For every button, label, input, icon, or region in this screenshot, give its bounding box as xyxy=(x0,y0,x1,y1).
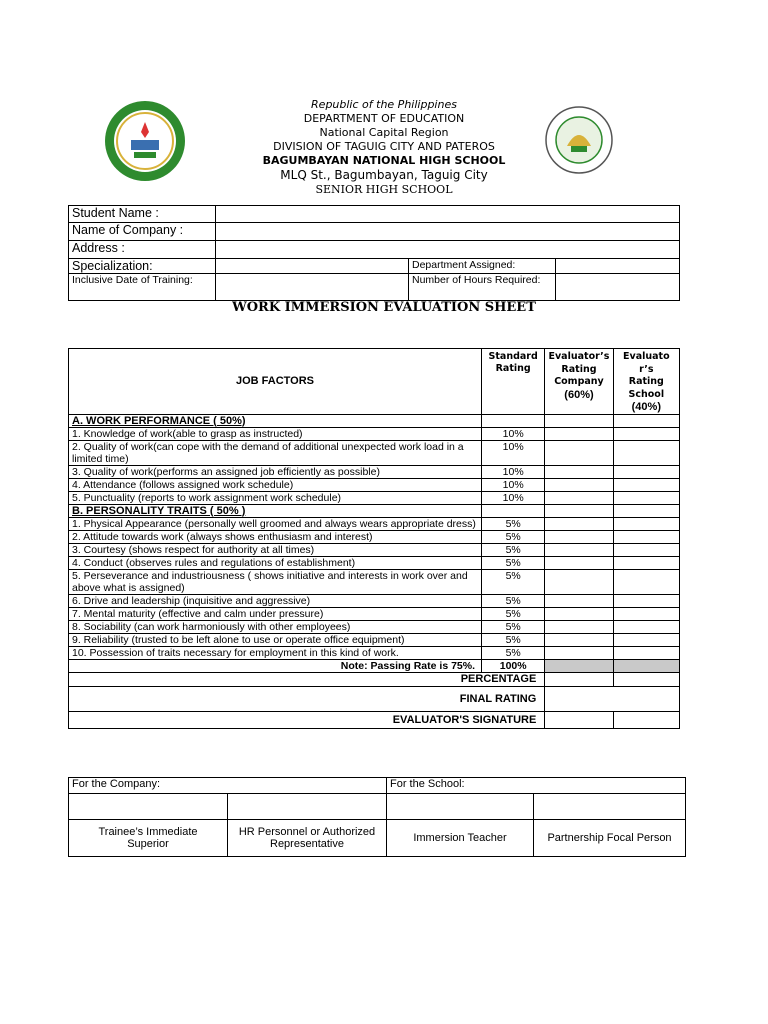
company-weight: (60%) xyxy=(564,388,594,401)
school-rating-cell[interactable] xyxy=(613,569,679,594)
address-label: Address : xyxy=(69,241,216,259)
evaluation-table xyxy=(68,348,680,729)
company-evaluator-text: Evaluator’s xyxy=(548,351,610,362)
percentage-school-cell[interactable] xyxy=(613,672,679,686)
factor-text: 3. Quality of work(performs an assigned job efficiently as possible) xyxy=(69,465,482,478)
school-rating-cell[interactable] xyxy=(613,620,679,633)
department-label: Department Assigned: xyxy=(409,259,556,274)
school-rating-cell[interactable] xyxy=(613,594,679,607)
signatories-table xyxy=(68,777,686,857)
republic-line: Republic of the Philippines xyxy=(311,98,457,111)
standard-rating: 5% xyxy=(482,594,545,607)
inclusive-dates-field[interactable] xyxy=(216,274,409,301)
total-company-cell xyxy=(545,659,613,672)
standard-rating: 5% xyxy=(482,543,545,556)
factor-text: 2. Quality of work(can cope with the demand of additional unexpected work load in a limited time) xyxy=(69,440,482,465)
table-row xyxy=(69,620,680,633)
school-rating-cell[interactable] xyxy=(613,478,679,491)
final-rating-label: FINAL RATING xyxy=(69,686,545,711)
table-row xyxy=(69,594,680,607)
region-line: National Capital Region xyxy=(319,126,449,139)
for-company-label: For the Company: xyxy=(69,778,387,794)
school-rating-cell[interactable] xyxy=(613,543,679,556)
school-rating-cell[interactable] xyxy=(613,646,679,659)
table-row xyxy=(69,517,680,530)
evaluator-signature-label: EVALUATOR'S SIGNATURE xyxy=(69,711,545,728)
standard-rating: 5% xyxy=(482,646,545,659)
specialization-field[interactable] xyxy=(216,259,409,274)
table-row xyxy=(69,633,680,646)
table-row xyxy=(69,569,680,594)
company-rating-cell[interactable] xyxy=(545,594,613,607)
standard-rating: 5% xyxy=(482,517,545,530)
school-line: BAGUMBAYAN NATIONAL HIGH SCHOOL xyxy=(262,154,506,167)
factor-text: 1. Physical Appearance (personally well groomed and always wears appropriate dress) xyxy=(69,517,482,530)
company-field[interactable] xyxy=(216,223,680,241)
level-line: SENIOR HIGH SCHOOL xyxy=(315,183,453,196)
student-name-label: Student Name : xyxy=(69,206,216,223)
table-row xyxy=(69,440,680,465)
standard-rating: 5% xyxy=(482,633,545,646)
company-rating-cell[interactable] xyxy=(545,530,613,543)
percentage-label: PERCENTAGE xyxy=(69,672,545,686)
company-rating-cell[interactable] xyxy=(545,517,613,530)
specialization-label: Specialization: xyxy=(69,259,216,274)
table-row xyxy=(69,646,680,659)
factor-text: 10. Possession of traits necessary for employment in this kind of work. xyxy=(69,646,482,659)
table-row xyxy=(69,556,680,569)
school-rating-cell[interactable] xyxy=(613,530,679,543)
percentage-company-cell[interactable] xyxy=(545,672,613,686)
factor-text: 4. Conduct (observes rules and regulations of establishment) xyxy=(69,556,482,569)
table-row xyxy=(69,607,680,620)
company-rating-cell[interactable] xyxy=(545,607,613,620)
company-rating-text: Rating Company xyxy=(554,363,604,387)
department-line: DEPARTMENT OF EDUCATION xyxy=(303,112,465,125)
factor-text: 2. Attitude towards work (always shows enthusiasm and interest) xyxy=(69,530,482,543)
factor-text: 6. Drive and leadership (inquisitive and aggressive) xyxy=(69,594,482,607)
table-row xyxy=(69,491,680,504)
company-signature-cell[interactable] xyxy=(545,711,613,728)
factor-text: 4. Attendance (follows assigned work schedule) xyxy=(69,478,482,491)
company-rating-cell[interactable] xyxy=(545,556,613,569)
hours-field[interactable] xyxy=(556,274,680,301)
factor-text: 7. Mental maturity (effective and calm under pressure) xyxy=(69,607,482,620)
total-rating: 100% xyxy=(482,659,545,672)
company-label: Name of Company : xyxy=(69,223,216,241)
factor-text: 1. Knowledge of work(able to grasp as instructed) xyxy=(69,427,482,440)
table-row xyxy=(69,478,680,491)
factor-text: 3. Courtesy (shows respect for authority at all times) xyxy=(69,543,482,556)
standard-rating: 10% xyxy=(482,465,545,478)
company-rating-cell[interactable] xyxy=(545,478,613,491)
school-rating-cell[interactable] xyxy=(613,465,679,478)
school-rating-cell[interactable] xyxy=(613,427,679,440)
student-info-table xyxy=(68,205,680,301)
standard-rating: 5% xyxy=(482,530,545,543)
factor-text: 9. Reliability (trusted to be left alone to use or operate office equipment) xyxy=(69,633,482,646)
school-evaluator-text: Evaluator’s xyxy=(623,351,670,375)
superior-signature-field[interactable] xyxy=(69,794,228,820)
school-rating-text: Rating School xyxy=(628,376,665,400)
standard-rating: 5% xyxy=(482,607,545,620)
school-weight: (40%) xyxy=(631,401,661,413)
for-school-label: For the School: xyxy=(387,778,686,794)
company-rating-cell[interactable] xyxy=(545,427,613,440)
sheet-title: WORK IMMERSION EVALUATION SHEET xyxy=(232,300,536,315)
factor-text: 8. Sociability (can work harmoniously with other employees) xyxy=(69,620,482,633)
focal-signature-field[interactable] xyxy=(534,794,686,820)
job-factors-header: JOB FACTORS xyxy=(69,349,482,415)
school-rating-cell[interactable] xyxy=(613,517,679,530)
trainee-superior-label: Trainee’s Immediate Superior xyxy=(69,820,228,857)
section-a-heading: A. WORK PERFORMANCE ( 50%) xyxy=(69,414,482,427)
company-rating-header xyxy=(545,349,613,415)
division-line: DIVISION OF TAGUIG CITY AND PATEROS xyxy=(273,140,495,153)
table-row xyxy=(69,465,680,478)
company-rating-cell[interactable] xyxy=(545,491,613,504)
company-rating-cell[interactable] xyxy=(545,465,613,478)
hr-label: HR Personnel or Authorized Representative xyxy=(228,820,387,857)
table-row xyxy=(69,427,680,440)
school-rating-cell[interactable] xyxy=(613,491,679,504)
standard-rating: 5% xyxy=(482,569,545,594)
hr-signature-field[interactable] xyxy=(228,794,387,820)
company-rating-cell[interactable] xyxy=(545,440,613,465)
focal-label: Partnership Focal Person xyxy=(534,820,686,857)
standard-rating: 10% xyxy=(482,427,545,440)
total-school-cell xyxy=(613,659,679,672)
company-rating-cell[interactable] xyxy=(545,620,613,633)
hours-label: Number of Hours Required: xyxy=(409,274,556,301)
teacher-label: Immersion Teacher xyxy=(387,820,534,857)
school-signature-cell[interactable] xyxy=(613,711,679,728)
standard-rating: 10% xyxy=(482,440,545,465)
department-field[interactable] xyxy=(556,259,680,274)
standard-rating-header xyxy=(482,349,545,415)
standard-rating: 10% xyxy=(482,478,545,491)
factor-text: 5. Perseverance and industriousness ( shows initiative and interests in work over and above what is assigned) xyxy=(69,569,482,594)
student-name-field[interactable] xyxy=(216,206,680,223)
standard-rating: 10% xyxy=(482,491,545,504)
school-rating-cell[interactable] xyxy=(613,607,679,620)
address-field[interactable] xyxy=(216,241,680,259)
company-rating-cell[interactable] xyxy=(545,569,613,594)
teacher-signature-field[interactable] xyxy=(387,794,534,820)
passing-rate-note: Note: Passing Rate is 75%. xyxy=(69,659,482,672)
standard-rating: 5% xyxy=(482,620,545,633)
school-rating-cell[interactable] xyxy=(613,633,679,646)
company-rating-cell[interactable] xyxy=(545,633,613,646)
address-line: MLQ St., Bagumbayan, Taguig City xyxy=(280,168,488,182)
table-row xyxy=(69,530,680,543)
standard-rating-text: Standard Rating xyxy=(488,351,538,374)
school-rating-cell[interactable] xyxy=(613,556,679,569)
factor-text: 5. Punctuality (reports to work assignment work schedule) xyxy=(69,491,482,504)
company-rating-cell[interactable] xyxy=(545,543,613,556)
school-rating-header xyxy=(613,349,679,415)
company-rating-cell[interactable] xyxy=(545,646,613,659)
inclusive-dates-label: Inclusive Date of Training: xyxy=(69,274,216,301)
section-b-heading: B. PERSONALITY TRAITS ( 50% ) xyxy=(69,504,482,517)
table-row xyxy=(69,543,680,556)
school-rating-cell[interactable] xyxy=(613,440,679,465)
standard-rating: 5% xyxy=(482,556,545,569)
final-rating-cell[interactable] xyxy=(545,686,680,711)
